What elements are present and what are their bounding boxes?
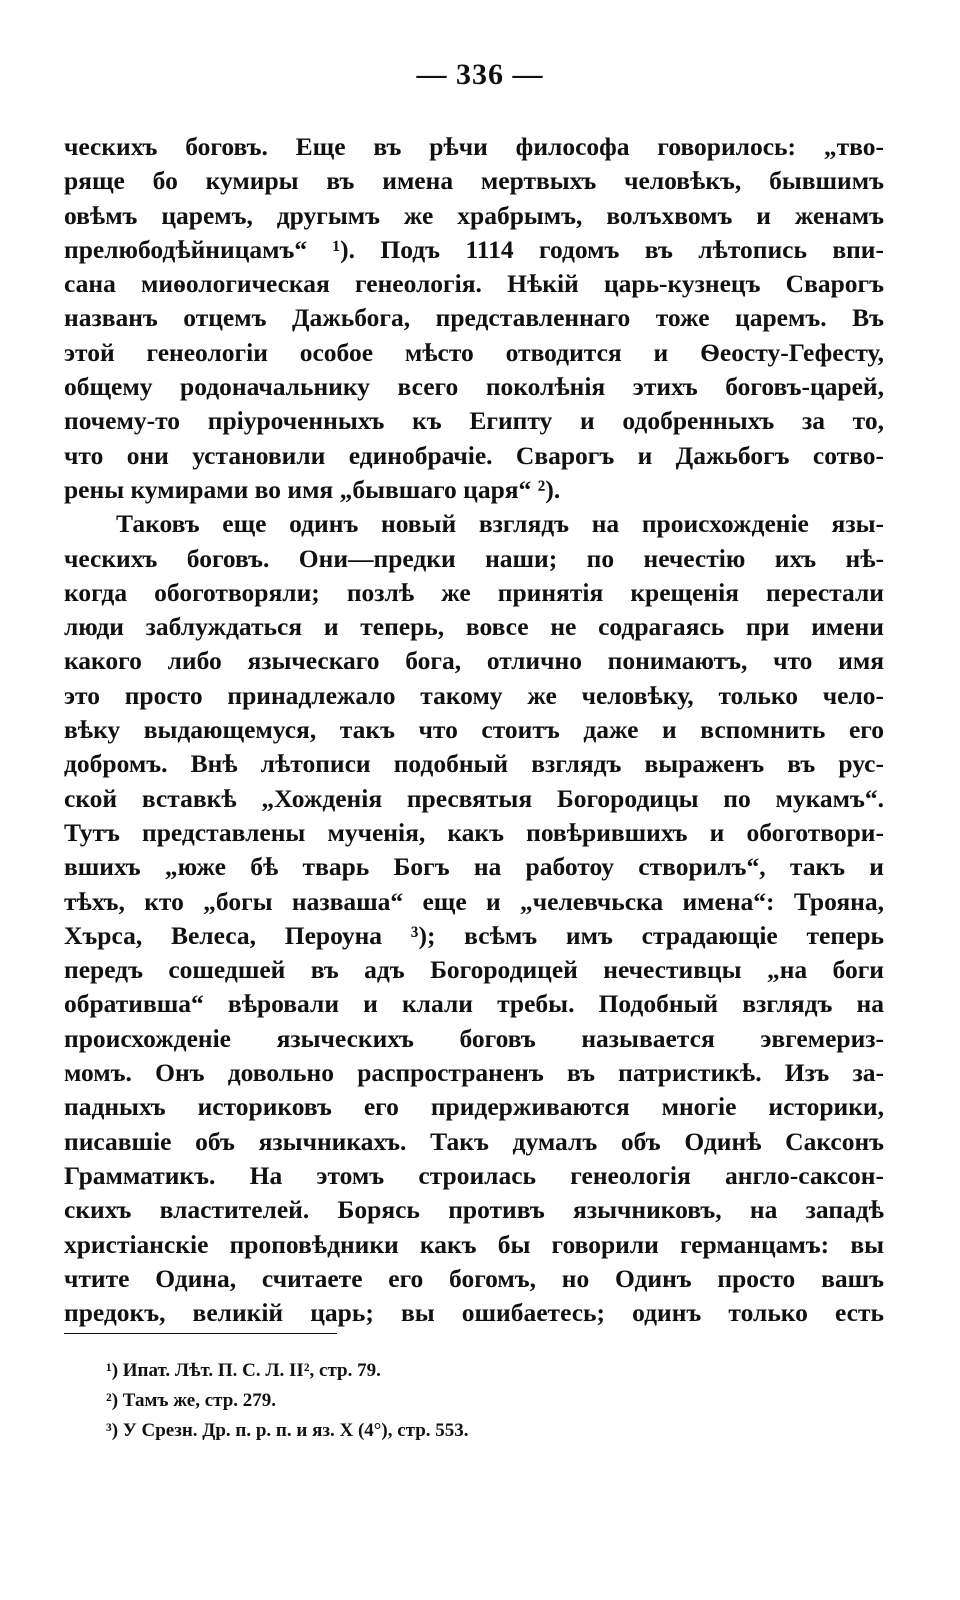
footnote: ¹) Ипат. Лѣт. П. С. Л. II², стр. 79.: [106, 1360, 381, 1381]
text-line: падныхъ историковъ его придерживаются многіе историки,: [64, 1092, 884, 1122]
text-line: обративша“ вѣровали и клали требы. Подобный взглядъ на: [64, 989, 884, 1019]
text-line: писавшіе объ язычникахъ. Такъ думалъ объ Одинѣ Саксонъ: [64, 1126, 884, 1156]
paragraph-2: [64, 507, 884, 1330]
footnote: ³) У Срезн. Др. п. р. п. и яз. X (4°), стр. 553.: [106, 1420, 469, 1441]
body-text: [64, 130, 884, 1330]
text-line: ской вставкѣ „Хожденія пресвятыя Богородицы по мукамъ“.: [64, 783, 884, 813]
page-number: — 336 —: [416, 58, 544, 91]
text-line: христіанскіе проповѣдники какъ бы говорили германцамъ: вы: [64, 1229, 884, 1259]
text-line: овѣмъ царемъ, другымъ же храбрымъ, волъхвомъ и женамъ: [64, 200, 884, 230]
text-line: почему-то пріуроченныхъ къ Египту и одобренныхъ за то,: [64, 406, 884, 436]
text-line: чтите Одина, считаете его богомъ, но Одинъ просто вашъ: [64, 1263, 884, 1293]
text-line: происхожденіе языческихъ боговъ называется эвгемериз-: [64, 1023, 884, 1053]
text-line: передъ сошедшей въ адъ Богородицей нечестивцы „на боги: [64, 955, 884, 985]
text-line: ческихъ боговъ. Еще въ рѣчи философа говорилось: „тво-: [64, 132, 884, 161]
text-line: тѣхъ, кто „богы назваша“ еще и „челевчьска имена“: Трояна,: [64, 886, 884, 916]
text-line: какого либо языческаго бога, отлично понимаютъ, что имя: [64, 646, 884, 676]
footnotes: [106, 1356, 469, 1446]
text-line: добромъ. Внѣ лѣтописи подобный взглядъ выраженъ въ рус-: [64, 749, 884, 779]
footnote: ²) Тамъ же, стр. 279.: [106, 1390, 277, 1411]
text-line: Таковъ еще одинъ новый взглядъ на происхожденіе язы-: [116, 509, 884, 539]
text-line: это просто принадлежало такому же человѣку, только чело-: [64, 680, 884, 710]
text-line: ческихъ боговъ. Они—предки наши; по нечестію ихъ нѣ-: [64, 543, 884, 573]
text-line: сана миѳологическая генеологія. Нѣкій царь-кузнецъ Сварогъ: [64, 269, 884, 299]
text-line: Хърса, Велеса, Пероуна ³); всѣмъ имъ страдающіе теперь: [64, 920, 884, 950]
text-line: рены кумирами во имя „бывшаго царя“ ²).: [64, 474, 561, 504]
text-line: вѣку выдающемуся, такъ что стоитъ даже и вспомнить его: [64, 715, 884, 745]
text-line: вшихъ „юже бѣ тварь Богъ на работоу створилъ“, такъ и: [64, 852, 884, 882]
text-line: люди заблуждаться и теперь, вовсе не содрагаясь при имени: [64, 612, 884, 642]
text-line: предокъ, великій царь; вы ошибаетесь; одинъ только есть: [64, 1298, 884, 1328]
text-line: прелюбодѣйницамъ“ ¹). Подъ 1114 годомъ въ лѣтопись впи-: [64, 234, 884, 264]
text-line: этой генеологіи особое мѣсто отводится и Ѳеосту-Гефесту,: [64, 337, 884, 367]
text-line: общему родоначальнику всего поколѣнія этихъ боговъ-царей,: [64, 372, 884, 402]
text-line: когда обоготворяли; позлѣ же принятія крещенія перестали: [64, 577, 884, 607]
footnote-divider: [64, 1333, 337, 1334]
text-line: Тутъ представлены мученія, какъ повѣрившихъ и обоготвори-: [64, 817, 884, 847]
text-line: названъ отцемъ Дажьбога, представленнаго тоже царемъ. Въ: [64, 303, 884, 333]
paragraph-1: [64, 130, 884, 507]
text-line: что они установили единобрачіе. Сварогъ и Дажьбогъ сотво-: [64, 440, 884, 470]
text-line: скихъ властителей. Борясь противъ язычниковъ, на западѣ: [64, 1195, 884, 1225]
text-line: момъ. Онъ довольно распространенъ въ патристикѣ. Изъ за-: [64, 1058, 884, 1088]
text-line: ряще бо кумиры въ имена мертвыхъ человѣкъ, бывшимъ: [64, 166, 884, 196]
text-line: Грамматикъ. На этомъ строилась генеологія англо-саксон-: [64, 1160, 884, 1190]
